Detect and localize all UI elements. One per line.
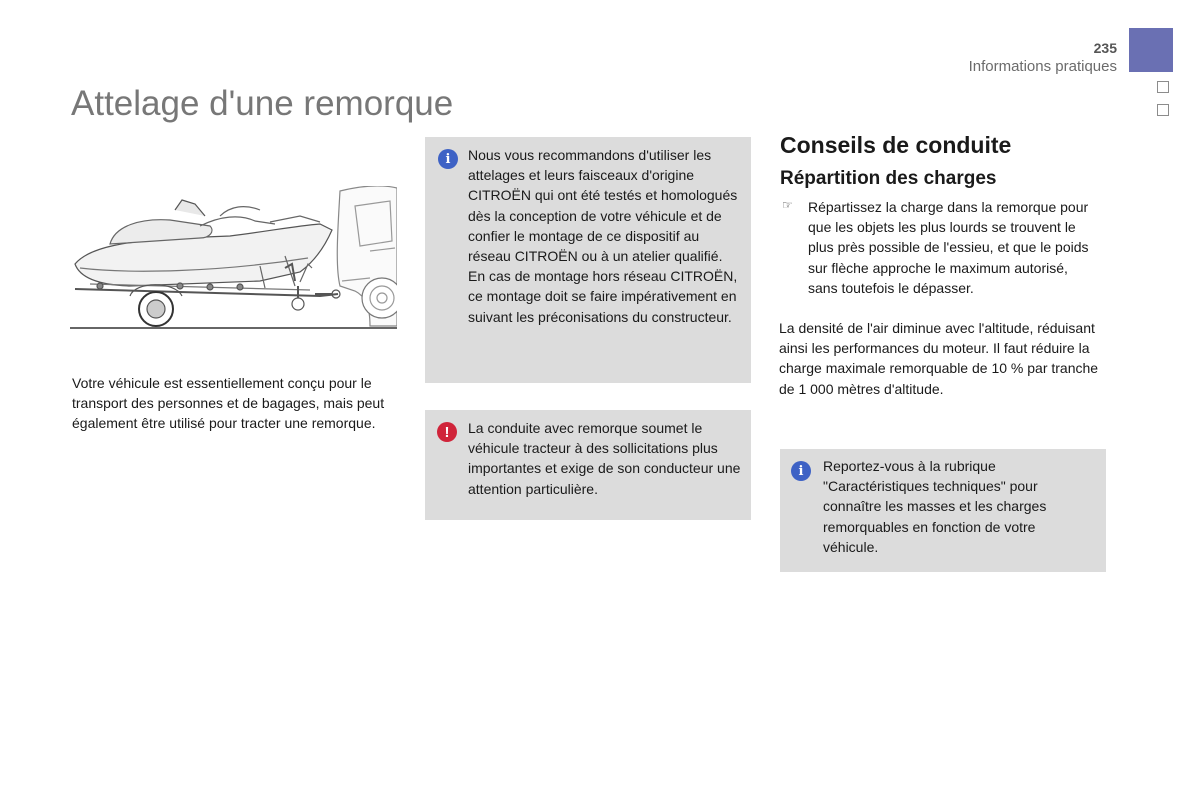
info-note-box (425, 137, 751, 383)
section-heading: Conseils de conduite (780, 132, 1012, 158)
section-name: Informations pratiques (968, 58, 1117, 75)
info-note-text-right: Reportez-vous à la rubrique "Caractéristiques techniques" pour connaître les masses et les charges remorquables en fonction de votre véhicule. (823, 458, 1047, 555)
info-note-text: Nous vous recommandons d'utiliser les attelages et leurs faisceaux d'origine CITROËN qui ont été testés et homologués dès la conception de votre véhicule et de confier le montage de ce dispositif au réseau CITROËN ou à un atelier qualifié. (468, 147, 738, 265)
pointing-hand-icon: ☞ (782, 198, 793, 212)
subsection-heading: Répartition des charges (780, 168, 997, 189)
altitude-paragraph: La densité de l'air diminue avec l'altitude, réduisant ainsi les performances du moteur. Il faut réduire la charge maximale remorquable de 10 % par tranche de 1 000 mètres d'altitude. (779, 320, 1099, 397)
page-number: 235 (1093, 40, 1117, 56)
chapter-tab-active[interactable] (1129, 28, 1173, 72)
warning-note-text: La conduite avec remorque soumet le véhicule tracteur à des sollicitations plus importantes et exige de son conducteur une attention particulière. (468, 420, 741, 497)
intro-text: Votre véhicule est essentiellement conçu pour le transport des personnes et de bagages, mais peut également être utilisé pour tracter une remorque. (72, 375, 385, 432)
page-title: Attelage d'une remorque (71, 84, 454, 123)
warning-icon: ! (437, 422, 457, 442)
chapter-tab[interactable] (1157, 104, 1169, 116)
chapter-tab[interactable] (1157, 81, 1169, 93)
info-icon: i (438, 149, 458, 169)
info-icon: i (791, 461, 811, 481)
warning-note-box (425, 410, 751, 520)
info-note-box-right (780, 449, 1106, 572)
info-note-text-2: En cas de montage hors réseau CITROËN, ce montage doit se faire impérativement en suivant les préconisations du constructeur. (468, 268, 738, 325)
trailer-illustration (70, 186, 397, 331)
bullet-text: Répartissez la charge dans la remorque pour que les objets les plus lourds se trouvent le plus près possible de l'essieu, et que le poids sur flèche approche le maximum autorisé, sans toutefois le dépasser. (808, 199, 1089, 296)
